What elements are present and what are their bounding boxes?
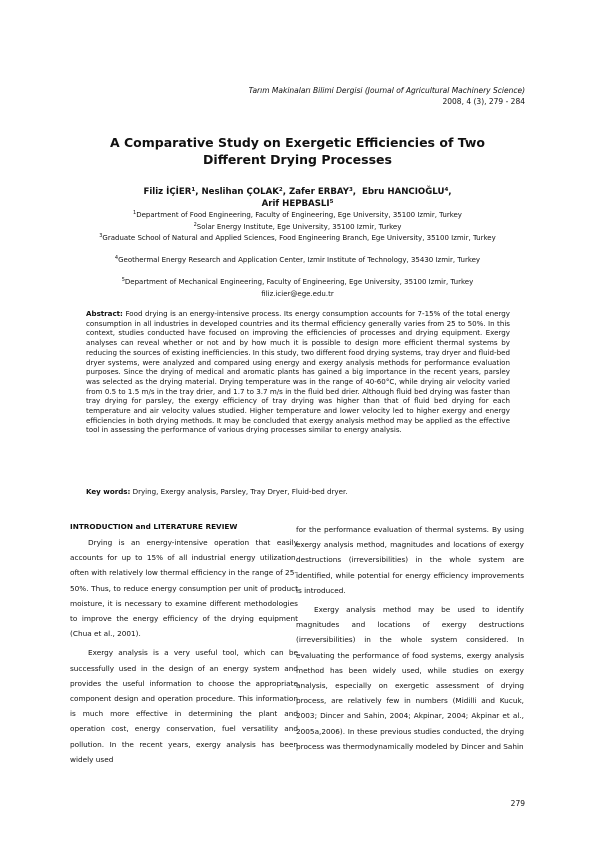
affiliation-text: Geothermal Energy Research and Application Center, Izmir Institute of Technology, 35430 Izmir, Turkey: [118, 256, 481, 264]
title-line-1: A Comparative Study on Exergetic Efficiencies of Two: [109, 135, 486, 150]
body-paragraph: for the performance evaluation of thermal systems. By using exergy analysis method, magnitudes and locations of exergy destructions (irreversibilities) in the whole system are identified, while potential for energy efficiency improvements is introduced.: [296, 525, 524, 595]
affiliation: [95, 255, 500, 265]
author-name: Zafer ERBAY: [289, 187, 349, 197]
author-name: Filiz İÇİER: [143, 187, 192, 197]
right-column: [296, 522, 524, 754]
keywords-label: Key words:: [86, 487, 131, 496]
affiliation-sup: 4: [114, 255, 119, 261]
author-list-line-2: [60, 198, 535, 210]
affiliation: [95, 222, 500, 232]
affiliation: [95, 210, 500, 220]
author-name: Ebru HANCIOĞLU: [362, 187, 445, 197]
author-sup: 5: [329, 199, 334, 205]
author-list: Filiz İÇİER$^1$, Neslihan ÇOLAK$^2$, Zafer ERBAY$^3$, Ebru HANCIOĞLU$^4$,: [143, 187, 452, 197]
body-paragraph: Drying is an energy-intensive operation that easily accounts for up to 15% of all industrial energy utilization, often with relatively low thermal efficiency in the range of 25–50%. Thus, to reduce energy consumption per unit of product moisture, it is necessary to examine different methodologies to improve the energy efficiency of the drying equipment (Chua et al., 2001).: [70, 538, 298, 639]
affiliation-sup: 5: [121, 277, 125, 283]
affiliation-sup: 2: [193, 222, 197, 228]
body-paragraph: Exergy analysis is a very useful tool, which can be successfully used in the design of an energy system and provides the useful information to choose the appropriate component design and operation procedure. This information is much more effective in determining the plant and operation cost, energy conservation, fuel versatility and pollution. In the recent years, exergy analysis has been widely used: [70, 648, 298, 764]
title-line-2: Different Drying Processes: [203, 152, 392, 167]
affiliation-sup: 1: [133, 210, 137, 216]
affiliation-text: Department of Food Engineering, Faculty of Engineering, Ege University, 35100 Izmir, Turkey: [136, 211, 462, 219]
abstract-text: Food drying is an energy-intensive process. Its energy consumption accounts for 7-15% of the total energy consumption in all industries in developed countries and its thermal efficiency generally varies from 25 to 50%. In this context, studies conducted have focused on improving the efficiencies of processes and drying equipment. Exergy analyses can reveal whether or not and by how much it is possible to design more efficient thermal systems by reducing the sources of existing inefficiencies. In this study, two different food drying systems, tray dryer and fluid-bed dryer systems, were analyzed and compared using energy and exergy analysis methods for performance evaluation purposes. Since the drying of medical and aromatic plants has gained a big importance in the recent years, parsley was selected as the drying material. Drying temperature was in the range of 40-60°C, while drying air velocity varied from 0.5 to 1.5 m/s in the tray drier, and 1.7 to 3.7 m/s in the fluid bed drier. Although fluid bed drying was faster than tray drying for parsley, the exergy efficiency of tray drying was higher than that of fluid bed drying for each temperature and air velocity values studied. Higher temperature and lower velocity led to higher exergy and energy efficiencies in both drying methods. It may be concluded that exergy analysis method may be applied as the effective tool in assessing the performance of various drying processes similar to energy analysis.: [86, 309, 510, 435]
keywords: [86, 487, 510, 497]
paper-title: [60, 134, 535, 168]
author-sup: 4: [444, 187, 449, 193]
journal-name: Tarım Makinaları Bilimi Dergisi (Journal of Agricultural Machinery Science): [248, 86, 525, 95]
journal-volume: 2008, 4 (3), 279 - 284: [442, 97, 525, 106]
page-number: 279: [510, 799, 525, 808]
abstract: [86, 309, 510, 435]
affiliation-text: Graduate School of Natural and Applied Sciences, Food Engineering Branch, Ege University, 35100 Izmir, Turkey: [102, 234, 496, 242]
keywords-text: Drying, Exergy analysis, Parsley, Tray Dryer, Fluid-bed dryer.: [132, 487, 348, 496]
author-name: Neslihan ÇOLAK: [201, 187, 279, 197]
body-paragraph: Exergy analysis method may be used to identify magnitudes and locations of exergy destructions (irreversibilities) in the whole system considered. In evaluating the performance of food systems, exergy analysis method has been widely used, while studies on exergy analysis, especially on exergetic assessment of drying process, are relatively few in numbers (Midilli and Kucuk, 2003; Dincer and Sahin, 2004; Akpinar, 2004; Akpinar et al., 2005a,2006). In these previous studies conducted, the drying process was thermodynamically modeled by Dincer and Sahin: [296, 605, 524, 751]
section-heading: INTRODUCTION and LITERATURE REVIEW: [70, 522, 238, 531]
author-sup: 1: [191, 187, 196, 193]
affiliation-text: Solar Energy Institute, Ege University, 35100 Izmir, Turkey: [196, 223, 402, 231]
author-name: Arif HEPBASLI: [261, 199, 330, 209]
abstract-label: Abstract:: [86, 309, 123, 318]
affiliation: [95, 233, 500, 243]
affiliation: [95, 277, 500, 287]
contact-email[interactable]: filiz.icier@ege.edu.tr: [261, 290, 334, 298]
affiliation-sup: 3: [99, 233, 103, 239]
author-sup: 2: [278, 187, 283, 193]
affiliation-text: Department of Mechanical Engineering, Faculty of Engineering, Ege University, 35100 Izmir, Turkey: [124, 278, 474, 286]
author-sup: 3: [348, 187, 353, 193]
left-column: [70, 522, 298, 767]
